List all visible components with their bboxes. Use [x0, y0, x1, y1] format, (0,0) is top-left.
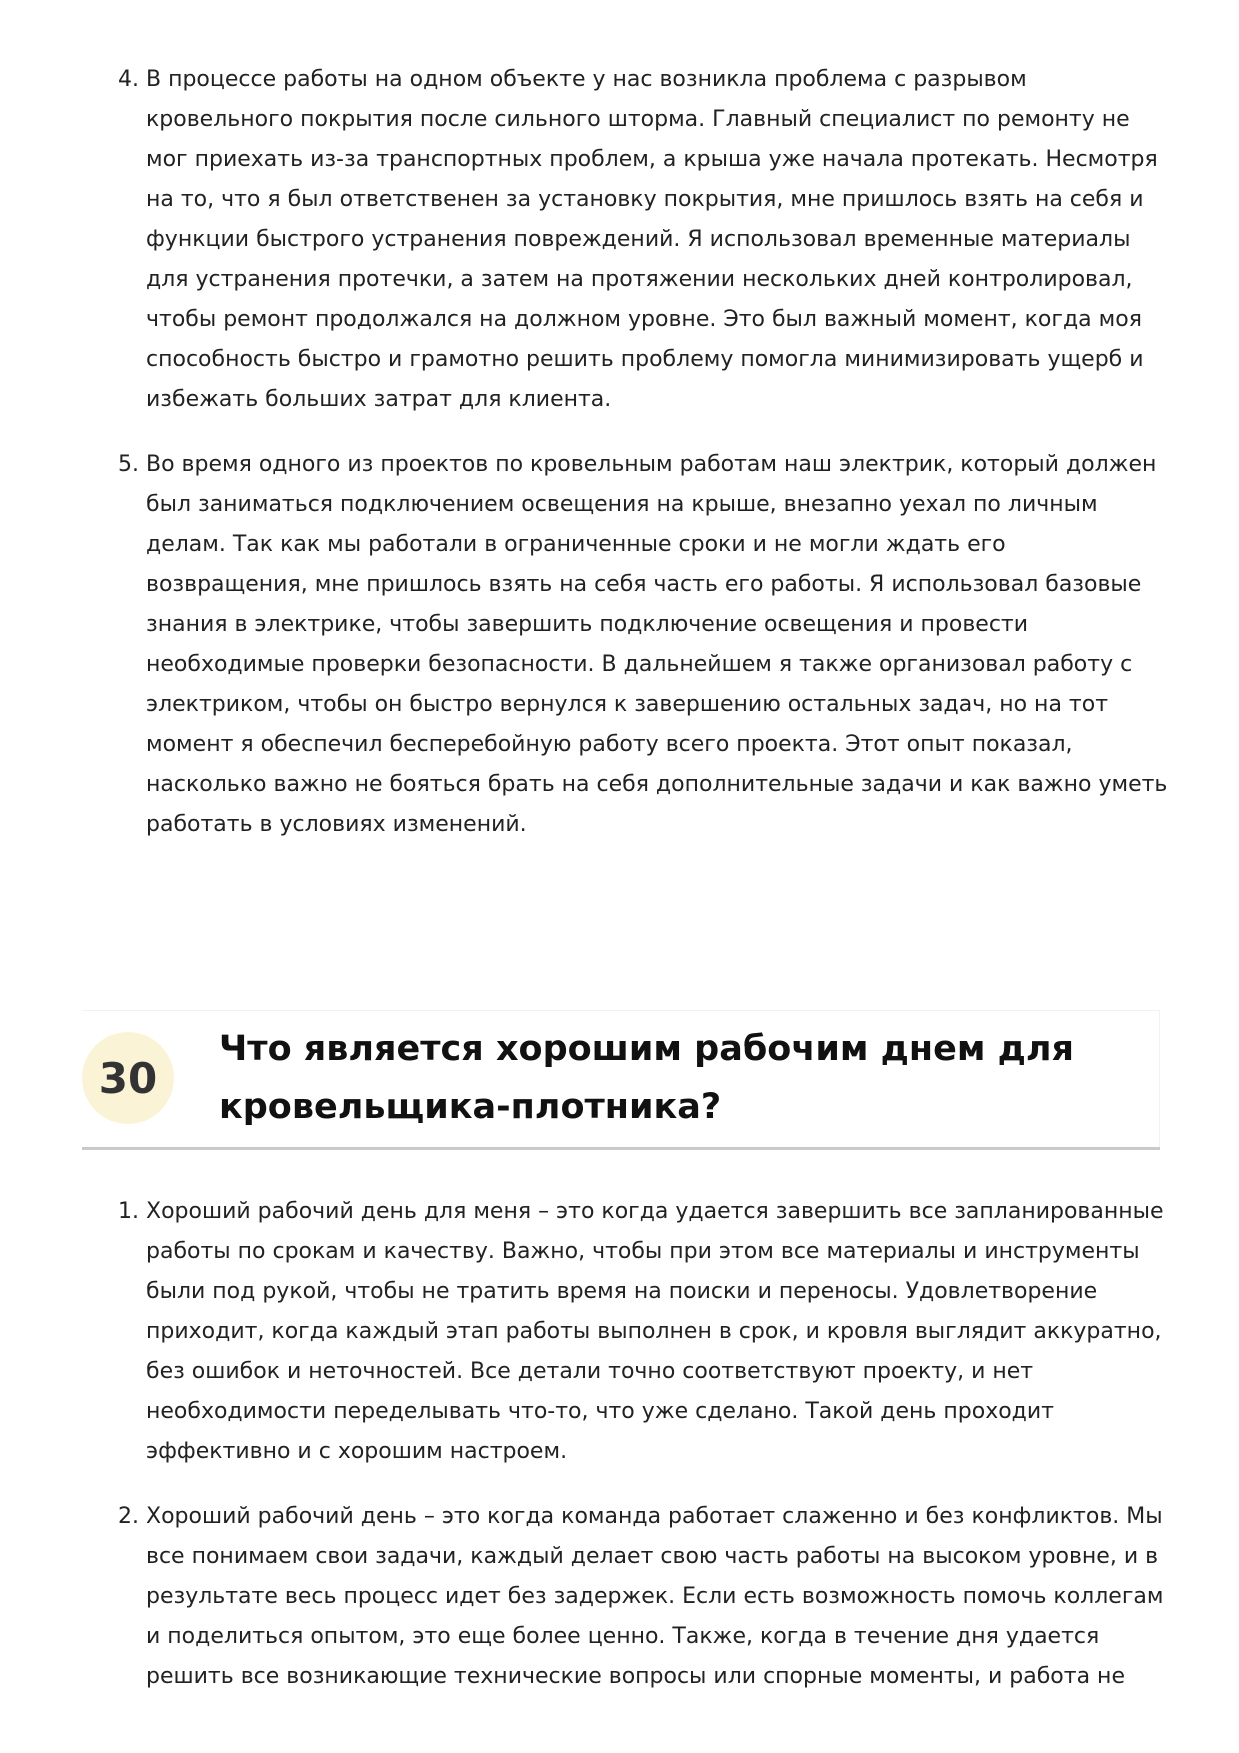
- list-item: [118, 1497, 1168, 1697]
- list-item-text: Хороший рабочий день для меня – это когда удается завершить все запланированные работы по срокам и качеству. Важно, чтобы при этом все материалы и инструменты были под рукой, чтобы не тратить время на поиски и переносы. Удовлетворение приходит, когда каждый этап работы выполнен в срок, и кровля выглядит аккуратно, без ошибок и неточностей. Все детали точно соответствуют проекту, и нет необходимости переделывать что-то, что уже сделано. Такой день проходит эффективно и с хорошим настроем.: [146, 1199, 1164, 1464]
- answer-list-bottom: [118, 1192, 1168, 1722]
- list-item: [118, 445, 1168, 845]
- list-item: [118, 1192, 1168, 1472]
- answer-list-top: [118, 60, 1168, 870]
- list-item-text: Во время одного из проектов по кровельным работам наш электрик, который должен был заниматься подключением освещения на крыше, внезапно уехал по личным делам. Так как мы работали в ограниченные сроки и не могли ждать его возвращения, мне пришлось взять на себя часть его работы. Я использовал базовые знания в электрике, чтобы завершить подключение освещения и провести необходимые проверки безопасности. В дальнейшем я также организовал работу с электриком, чтобы он быстро вернулся к завершению остальных задач, но на тот момент я обеспечил бесперебойную работу всего проекта. Этот опыт показал, насколько важно не бояться брать на себя дополнительные задачи и как важно уметь работать в условиях изменений.: [146, 452, 1168, 837]
- question-header: [82, 1010, 1160, 1150]
- list-item-number: 5.: [118, 452, 139, 477]
- list-item-text: Хороший рабочий день – это когда команда работает слаженно и без конфликтов. Мы все понимаем свои задачи, каждый делает свою часть работы на высоком уровне, и в результате весь процесс идет без задержек. Если есть возможность помочь коллегам и поделиться опытом, это еще более ценно. Также, когда в течение дня удается решить все возникающие технические вопросы или спорные моменты, и работа не: [146, 1504, 1164, 1689]
- question-title: Что является хорошим рабочим днем для кровельщика-плотника?: [219, 1029, 1075, 1127]
- list-item-number: 4.: [118, 67, 139, 92]
- question-number-badge: 30: [82, 1032, 174, 1124]
- list-item-number: 2.: [118, 1504, 139, 1529]
- list-item-text: В процессе работы на одном объекте у нас возникла проблема с разрывом кровельного покрытия после сильного шторма. Главный специалист по ремонту не мог приехать из-за транспортных проблем, а крыша уже начала протекать. Несмотря на то, что я был ответственен за установку покрытия, мне пришлось взять на себя и функции быстрого устранения повреждений. Я использовал временные материалы для устранения протечки, а затем на протяжении нескольких дней контролировал, чтобы ремонт продолжался на должном уровне. Это был важный момент, когда моя способность быстро и грамотно решить проблему помогла минимизировать ущерб и избежать больших затрат для клиента.: [146, 67, 1158, 412]
- list-item-number: 1.: [118, 1199, 139, 1224]
- header-divider: [82, 1147, 1160, 1150]
- list-item: [118, 60, 1168, 420]
